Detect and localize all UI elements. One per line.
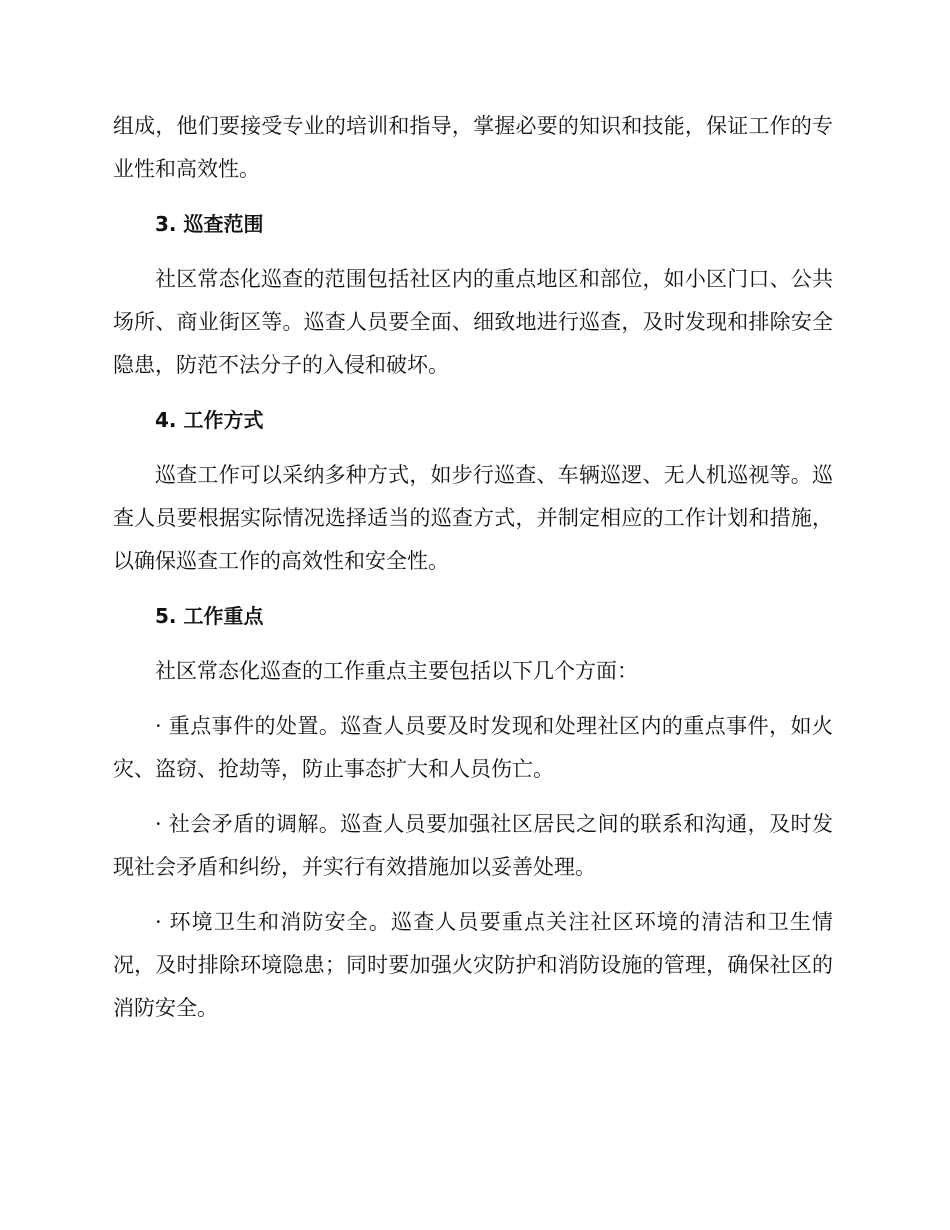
paragraph-intro-continuation: 组成，他们要接受专业的培训和指导，掌握必要的知识和技能，保证工作的专业性和高效性。 [113,114,833,181]
paragraph-work-focus-intro: 社区常态化巡查的工作重点主要包括以下几个方面： [155,659,638,683]
bullet-item-key-incidents: · 重点事件的处置。巡查人员要及时发现和处理社区内的重点事件，如火灾、盗窃、抢劫等，防止事态扩大和人员伤亡。 [113,714,833,781]
bullet-item-conflict-mediation: · 社会矛盾的调解。巡查人员要加强社区居民之间的联系和沟通，及时发现社会矛盾和纠纷，并实行有效措施加以妥善处理。 [113,812,833,879]
document-body [113,105,833,1042]
section-heading-work-focus: 5. 工作重点 [155,604,264,628]
paragraph-work-method: 巡查工作可以采纳多种方式，如步行巡查、车辆巡逻、无人机巡视等。巡查人员要根据实际情况选择适当的巡查方式，并制定相应的工作计划和措施，以确保巡查工作的高效性和安全性。 [113,463,833,573]
section-heading-work-method: 4. 工作方式 [155,408,264,432]
bullet-item-environment-fire-safety: · 环境卫生和消防安全。巡查人员要重点关注社区环境的清洁和卫生情况，及时排除环境隐患；同时要加强火灾防护和消防设施的管理，确保社区的消防安全。 [113,910,833,1020]
section-heading-patrol-scope: 3. 巡查范围 [155,212,264,236]
paragraph-patrol-scope: 社区常态化巡查的范围包括社区内的重点地区和部位，如小区门口、公共场所、商业街区等。巡查人员要全面、细致地进行巡查，及时发现和排除安全隐患，防范不法分子的入侵和破坏。 [113,267,833,377]
